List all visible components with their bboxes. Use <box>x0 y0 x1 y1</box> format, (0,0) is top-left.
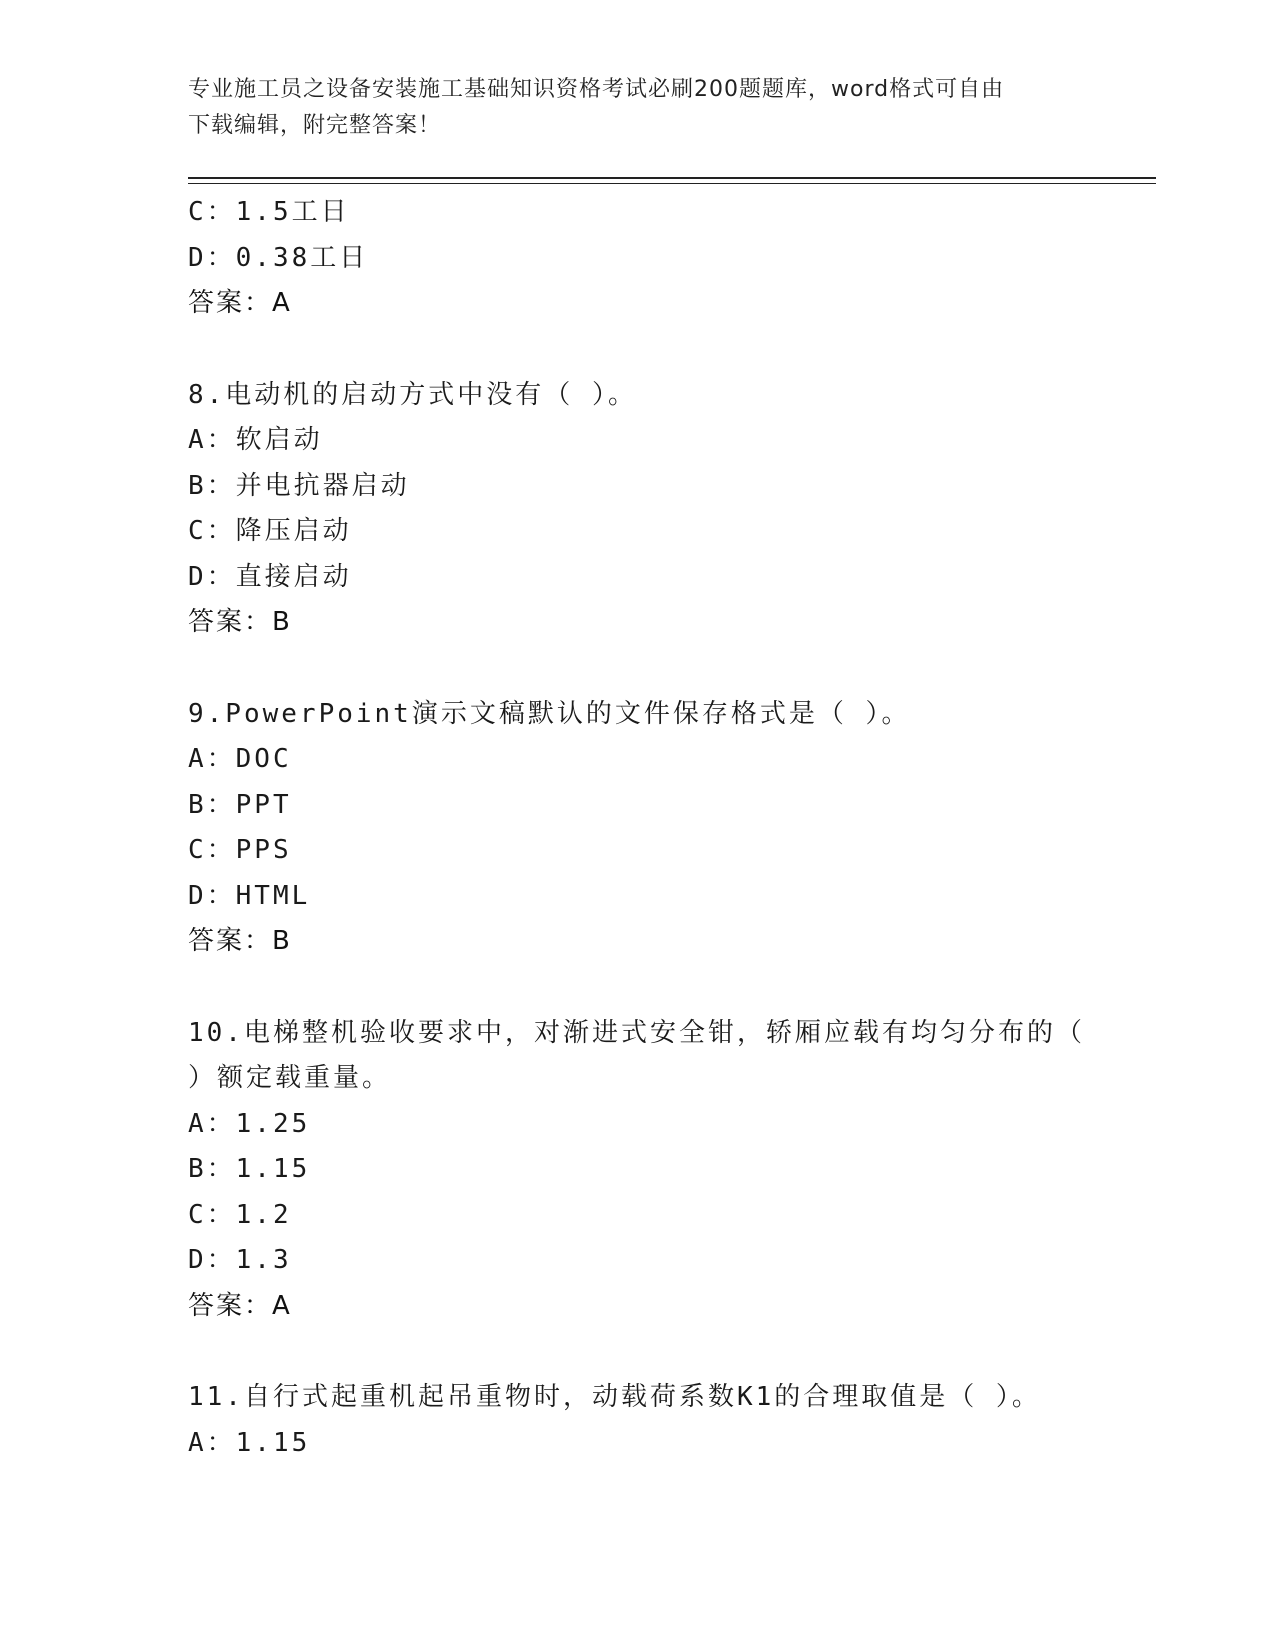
option-a: A：软启动 <box>188 425 323 455</box>
option-c: C：降压启动 <box>188 516 352 546</box>
question-stem: 11.自行式起重机起吊重物时，动载荷系数K1的合理取值是（ ）。 <box>188 1382 1041 1412</box>
option-a: A：1.25 <box>188 1108 311 1139</box>
question-9 <box>188 692 1148 965</box>
question-stem: 8.电动机的启动方式中没有（ ）。 <box>188 379 637 410</box>
header-line-2: 下载编辑，附完整答案！ <box>188 113 442 138</box>
question-11 <box>188 1375 1148 1466</box>
option-d: D：直接启动 <box>188 561 352 592</box>
question-list <box>188 190 1148 1466</box>
option-d: D：HTML <box>188 880 311 911</box>
answer-line: 答案：B <box>188 607 292 637</box>
option-d: D：0.38工日 <box>188 242 369 273</box>
header-rule-thin <box>188 183 1156 184</box>
document-header <box>188 72 1088 144</box>
question-stem-continued: ）额定载重量。 <box>188 1063 392 1093</box>
option-a: A：DOC <box>188 744 292 774</box>
question-stem: 10.电梯整机验收要求中，对渐进式安全钳，轿厢应载有均匀分布的（ <box>188 1017 1085 1048</box>
header-rule-thick <box>188 177 1156 179</box>
option-b: B：1.15 <box>188 1154 311 1184</box>
option-c: C：1.5工日 <box>188 197 350 227</box>
question-8 <box>188 373 1148 646</box>
option-b: B：并电抗器启动 <box>188 470 410 501</box>
answer-line: 答案：A <box>188 1290 292 1321</box>
option-a: A：1.15 <box>188 1427 311 1458</box>
option-c: C：1.2 <box>188 1199 292 1230</box>
answer-line: 答案：A <box>188 288 292 318</box>
option-d: D：1.3 <box>188 1245 292 1275</box>
prev-question-tail <box>188 190 1148 327</box>
answer-line: 答案：B <box>188 926 292 956</box>
question-10 <box>188 1011 1148 1330</box>
header-line-1: 专业施工员之设备安装施工基础知识资格考试必刷200题题库，word格式可自由 <box>188 77 1005 102</box>
question-stem: 9.PowerPoint演示文稿默认的文件保存格式是（ ）。 <box>188 698 911 729</box>
option-c: C：PPS <box>188 835 292 865</box>
option-b: B：PPT <box>188 789 292 820</box>
